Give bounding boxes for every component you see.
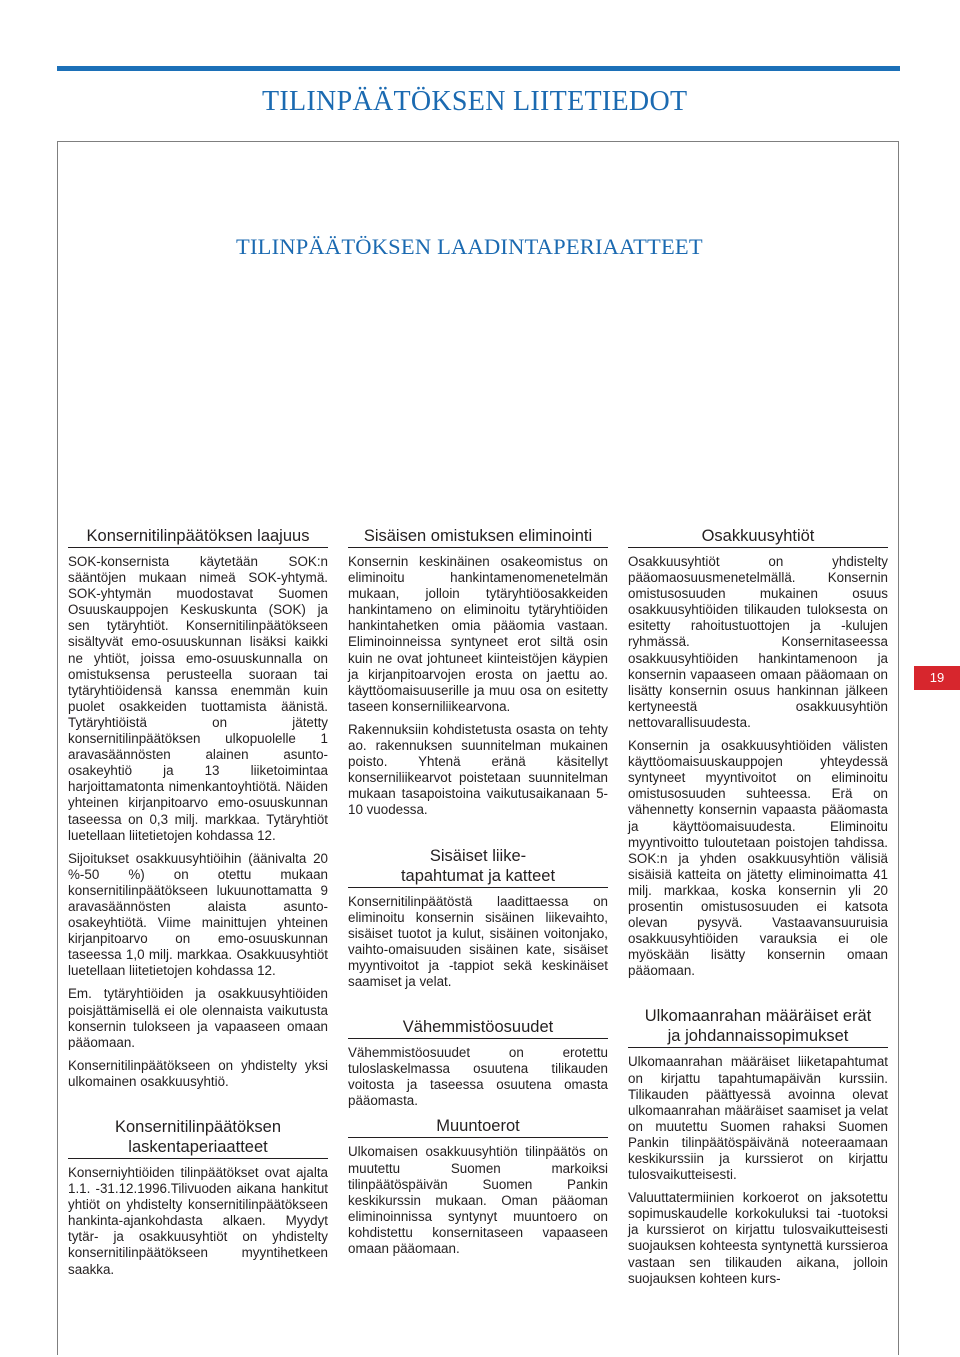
heading-internal-ownership: Sisäisen omistuksen eliminointi [348, 526, 608, 548]
column-right [628, 526, 888, 1294]
heading-line: Ulkomaanrahan määräiset erät [644, 1007, 872, 1026]
paragraph: Konserniyhtiöiden tilinpäätökset ovat ajalta 1.1. -31.12.1996.Tilivuoden aikana hankitut yhtiöt on yhdistelty konsernitilinpäätökseen hankinta-ajankohdasta alkaen. Myydyt tytär- ja osakkuusyhtiöt on yhdistelty konsernitilinpäätökseen myyntihetkeen saakka. [68, 1165, 328, 1277]
paragraph: Konsernin keskinäinen osakeomistus on eliminoitu hankintamenomenetelmän mukaan, jolloin tytäryhtiöosakkeiden hankintameno on eliminoitu tytäryhtiöiden hankintahetken omia pääomia vastaan. Eliminoinneissa syntyneet erot siltä osin kuin ne ovat johtuneet kiinteistöjen käypien ja kirjanpitoarvojen erosta on jaettu ao. käyttöomaisuuserille ja muu osa on esitetty taseen konserniliikearvona. [348, 554, 608, 714]
heading-accounting-principles [68, 1117, 328, 1159]
page-title: TILINPÄÄTÖKSEN LIITETIEDOT [262, 86, 688, 117]
heading-translation-differences: Muuntoerot [348, 1116, 608, 1138]
section-title: TILINPÄÄTÖKSEN LAADINTAPERIAATTEET [236, 234, 703, 259]
heading-line: tapahtumat ja katteet [400, 866, 556, 885]
heading-associated-companies: Osakkuusyhtiöt [628, 526, 888, 548]
paragraph: Konsernitilinpäätökseen on yhdistelty yksi ulkomainen osakkuusyhtiö. [68, 1057, 328, 1089]
heading-minority-interests: Vähemmistöosuudet [348, 1017, 608, 1039]
paragraph: Ulkomaanrahan määräiset liiketapahtumat on kirjattu tapahtumapäivän kurssiin. Tilikauden päättyessä avoinna olevat ulkomaanrahan määräiset saamiset ja velat on muutettu Suomen rahaksi Suomen Pankin tilinpäätöspäivänä noteeraamaan keskikurssiin ja kurssierot on kirjattu tulosvaikutteisesti. [628, 1054, 888, 1183]
paragraph: Vähemmistöosuudet on erotettu tuloslaskelmassa osuutena tilikauden voitosta ja taseessa osuutena omasta pääomasta. [348, 1045, 608, 1109]
paragraph: Osakkuusyhtiöt on yhdistelty pääomaosuusmenetelmällä. Konsernin omistusosuuden mukainen osuus osakkuusyhtiöiden tilikauden tuloksesta on esitetty rahoitustuottojen ja -kulujen ryhmässä. Konsernitaseessa osakkuusyhtiöiden hankintamenoon ja konsernin vapaaseen omaan pääomaan on lisätty konsernin osuus hankinnan jälkeen kertyneestä osakkuusyhtiön nettovarallisuudesta. [628, 554, 888, 730]
paragraph: Konsernitilinpäätöstä laadittaessa on eliminoitu konsernin sisäinen liikevaihto, sisäiset tuotot ja kulut, sisäinen voitonjako, vaihto-omaisuuden sisäinen kate, sisäiset myyntivoitot ja -tappiot sekä keskinäiset saamiset ja velat. [348, 893, 608, 989]
column-left [68, 526, 328, 1285]
paragraph: Sijoitukset osakkuusyhtiöihin (äänivalta 20 %-50 %) on otettu mukaan konsernitilinpäätökseen lukuunottamatta 9 aravasäännösten alaista asunto-osakeyhtiötä. Viime mainittujen yhteinen kirjanpitoarvo on emo-osuuskunnan taseessa 1,0 milj. markkaa. Osakkuusyhtiöt luetellaan liitetietojen kohdassa 12. [68, 850, 328, 979]
paragraph: Rakennuksiin kohdistetusta osasta on tehty ao. rakennuksen suunnitelman mukainen poisto. Yhtenä eränä käsitellyt konserniliikearvot poistetaan suunnitelman mukaan tasapoistoina vaikutusaikanaan 5-10 vuodessa. [348, 721, 608, 818]
heading-internal-transactions [348, 846, 608, 888]
heading-foreign-currency [628, 1006, 888, 1048]
paragraph: SOK-konsernista käytetään SOK:n sääntöjen mukaan nimeä SOK-yhtymä. SOK-yhtymän muodostavat Suomen Osuuskauppojen Keskuskunta (SOK) ja sen tytäryhtiöt. Konsernitilinpäätökseen sisältyvät emo-osuuskunnan lisäksi kaikki ne yhtiöt, joissa emo-osuuskunnalla on omistuksensa perusteella suoraan tai tytäryhtiöidensä kanssa enemmän kuin puolet osakkeiden tuottamista äänistä. Tytäryhtiöistä on jätetty konsernitilinpäätöksen ulkopuolelle 1 aravasäännösten alainen asunto-osakeyhtiö ja 13 liiketoimintaa harjoittamatonta nimenkantoyhtiötä. Näiden yhteinen kirjanpitoarvo emo-osuuskunnan taseessa on 0,3 milj. markkaa. Tytäryhtiöt luetellaan liitetietojen kohdassa 12. [68, 554, 328, 843]
heading-consolidation-scope: Konsernitilinpäätöksen laajuus [68, 526, 328, 548]
heading-line: Konsernitilinpäätöksen [114, 1118, 282, 1136]
paragraph: Valuuttatermiinien korkoerot on jaksotettu sopimuskaudelle korkokuluksi tai -tuotoksi ja kurssierot on kirjattu tulosvaikutteisesti suojauksen kohteesta syntynettä kurssieroa vastaan sen tilikauden aikana, jolloin suojauksen kohteen kurs- [628, 1190, 888, 1286]
paragraph: Ulkomaisen osakkuusyhtiön tilinpäätös on muutettu Suomen markoiksi tilinpäätöspäivän Suomen Pankin keskikurssin mukaan. Oman pääoman eliminoinnissa syntynyt muuntoero on kohdistettu konsernitaseen vapaaseen omaan pääomaan. [348, 1144, 608, 1256]
column-middle [348, 526, 608, 1264]
paragraph: Em. tytäryhtiöiden ja osakkuusyhtiöiden poisjättämisellä ei ole olennaista vaikutusta konsernin tulokseen ja vapaaseen omaan pääomaan. [68, 986, 328, 1050]
heading-line: ja johdannaissopimukset [667, 1027, 849, 1046]
heading-line: laskentaperiaatteet [128, 1138, 268, 1156]
top-accent-bar [57, 66, 900, 71]
page-number-badge: 19 [914, 666, 960, 690]
heading-line: Sisäiset liike- [429, 846, 527, 865]
paragraph: Konsernin ja osakkuusyhtiöiden välisten käyttöomaisuuskauppojen yhteydessä syntyneet myyntivoitot on eliminoitu omistusosuuden suhteessa. Erä on vähennetty konsernin vapaasta pääomasta ja käyttöomaisuudesta. Eliminoitu myyntivoitto tuloutetaan poistojen tahdissa. SOK:n ja yhden osakkuusyhtiön välisiä sisäisiä katteita on jätetty eliminoimatta 41 milj. markkaa, koska konsernin yli 20 prosentin omistusosuuden ei katsota olevan pysyvä. Vastaavansuuruisia osakkuusyhtiöiden varauksia ei ole myöskään lisätty konsernin omaan pääomaan. [628, 738, 888, 979]
